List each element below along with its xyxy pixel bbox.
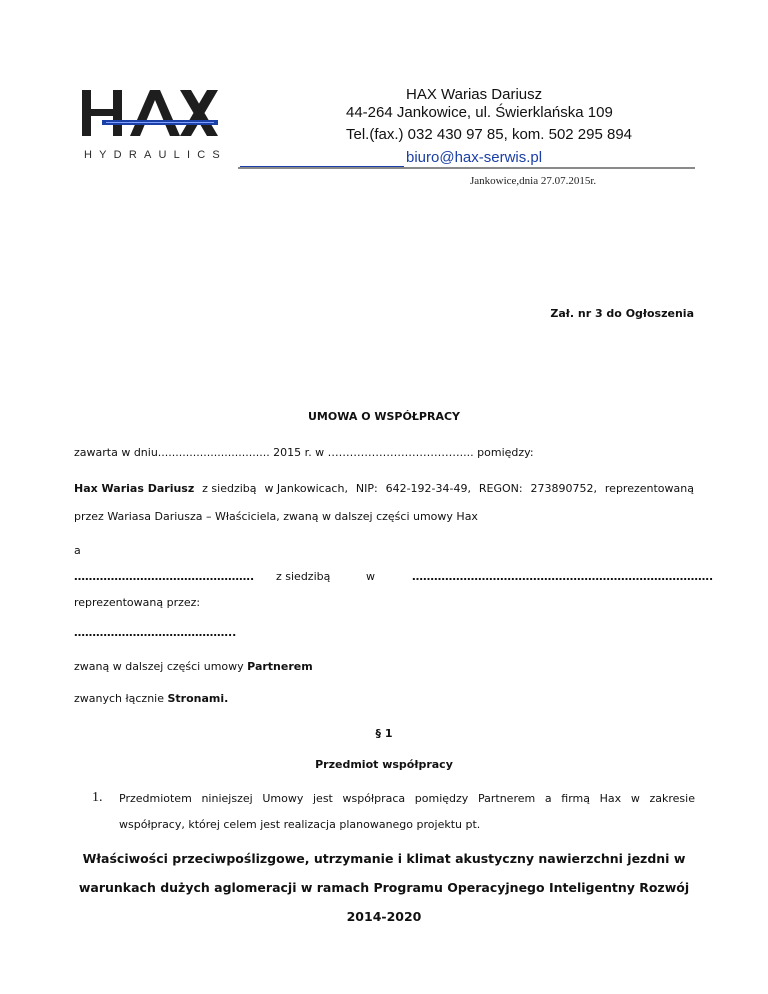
project-title-line3: 2014-2020 — [346, 909, 422, 924]
item-word: Partnerem — [477, 792, 536, 805]
party-hax-word: 642-192-34-49, — [385, 482, 471, 495]
party-hax-line1 — [74, 482, 694, 495]
item-word: Umowy — [262, 792, 304, 805]
partner-representative-placeholder: …………………………………….. — [74, 626, 237, 639]
party-hax-line2: przez Wariasa Dariusza – Właściciela, zwaną w dalszej części umowy Hax — [74, 510, 478, 523]
party-hax-word: REGON: — [478, 482, 523, 495]
jointly-bold: Stronami. — [167, 692, 229, 705]
partner-w-label: w — [366, 570, 375, 583]
item-word: a — [544, 792, 552, 805]
item-word: zakresie — [649, 792, 695, 805]
party-hax-word: NIP: — [355, 482, 378, 495]
partner-represented-label: reprezentowaną przez: — [74, 596, 201, 609]
project-title-line2: warunkach dużych aglomeracji w ramach Programu Operacyjnego Inteligentny Rozwój — [78, 880, 690, 895]
document-title: UMOWA O WSPÓŁPRACY — [307, 410, 460, 423]
item-word: pomiędzy — [414, 792, 469, 805]
item-word: Przedmiotem — [119, 792, 192, 805]
item-word: firmą — [561, 792, 590, 805]
party-hax-word: w Jankowicach, — [264, 482, 348, 495]
item-line1 — [119, 792, 695, 805]
jointly-prefix: zwanych łącznie — [74, 692, 168, 705]
item-word: współpraca — [342, 792, 406, 805]
partner-name-placeholder: …………………………………………. — [74, 570, 255, 583]
conjunction: a — [74, 544, 81, 557]
partner-seat-placeholder: ………………………………………………………………………. — [412, 570, 714, 583]
company-phone: Tel.(fax.) 032 430 97 85, kom. 502 295 894 — [346, 126, 633, 143]
partner-called-line — [74, 660, 313, 673]
date-line: Jankowice,dnia 27.07.2015r. — [470, 175, 597, 187]
header-rule — [238, 167, 695, 169]
partner-called-prefix: zwaną w dalszej części umowy — [74, 660, 248, 673]
party-hax-word: z siedzibą — [202, 482, 257, 495]
company-email-link[interactable]: biuro@hax-serwis.pl — [406, 149, 543, 166]
concluded-line: zawarta w dniu................................ 2015 r. w ……………………………….... pomiędzy: — [74, 446, 534, 459]
party-hax-name: Hax Warias Dariusz — [74, 482, 195, 495]
item-word: niniejszej — [201, 792, 253, 805]
logo-subtitle: HYDRAULICS — [84, 149, 227, 161]
paragraph-title: Przedmiot współpracy — [315, 758, 453, 771]
item-word: w — [630, 792, 640, 805]
paragraph-symbol: § 1 — [375, 727, 393, 740]
item-word: Hax — [599, 792, 622, 805]
partner-seat-label: z siedzibą — [276, 570, 331, 583]
partner-called-bold: Partnerem — [247, 660, 313, 673]
item-word: jest — [313, 792, 333, 805]
party-hax-word: 273890752, — [530, 482, 597, 495]
project-title-line1: Właściwości przeciwpoślizgowe, utrzymanie i klimat akustyczny nawierzchni jezdni w — [82, 851, 686, 866]
company-name: HAX Warias Dariusz — [406, 86, 543, 103]
jointly-line — [74, 692, 228, 705]
party-hax-word: reprezentowaną — [604, 482, 694, 495]
item-number: 1. — [92, 790, 103, 805]
item-line2: współpracy, której celem jest realizacja planowanego projektu pt. — [119, 818, 481, 831]
attachment-label: Zał. nr 3 do Ogłoszenia — [550, 307, 694, 320]
company-address: 44-264 Jankowice, ul. Świerklańska 109 — [346, 104, 613, 121]
